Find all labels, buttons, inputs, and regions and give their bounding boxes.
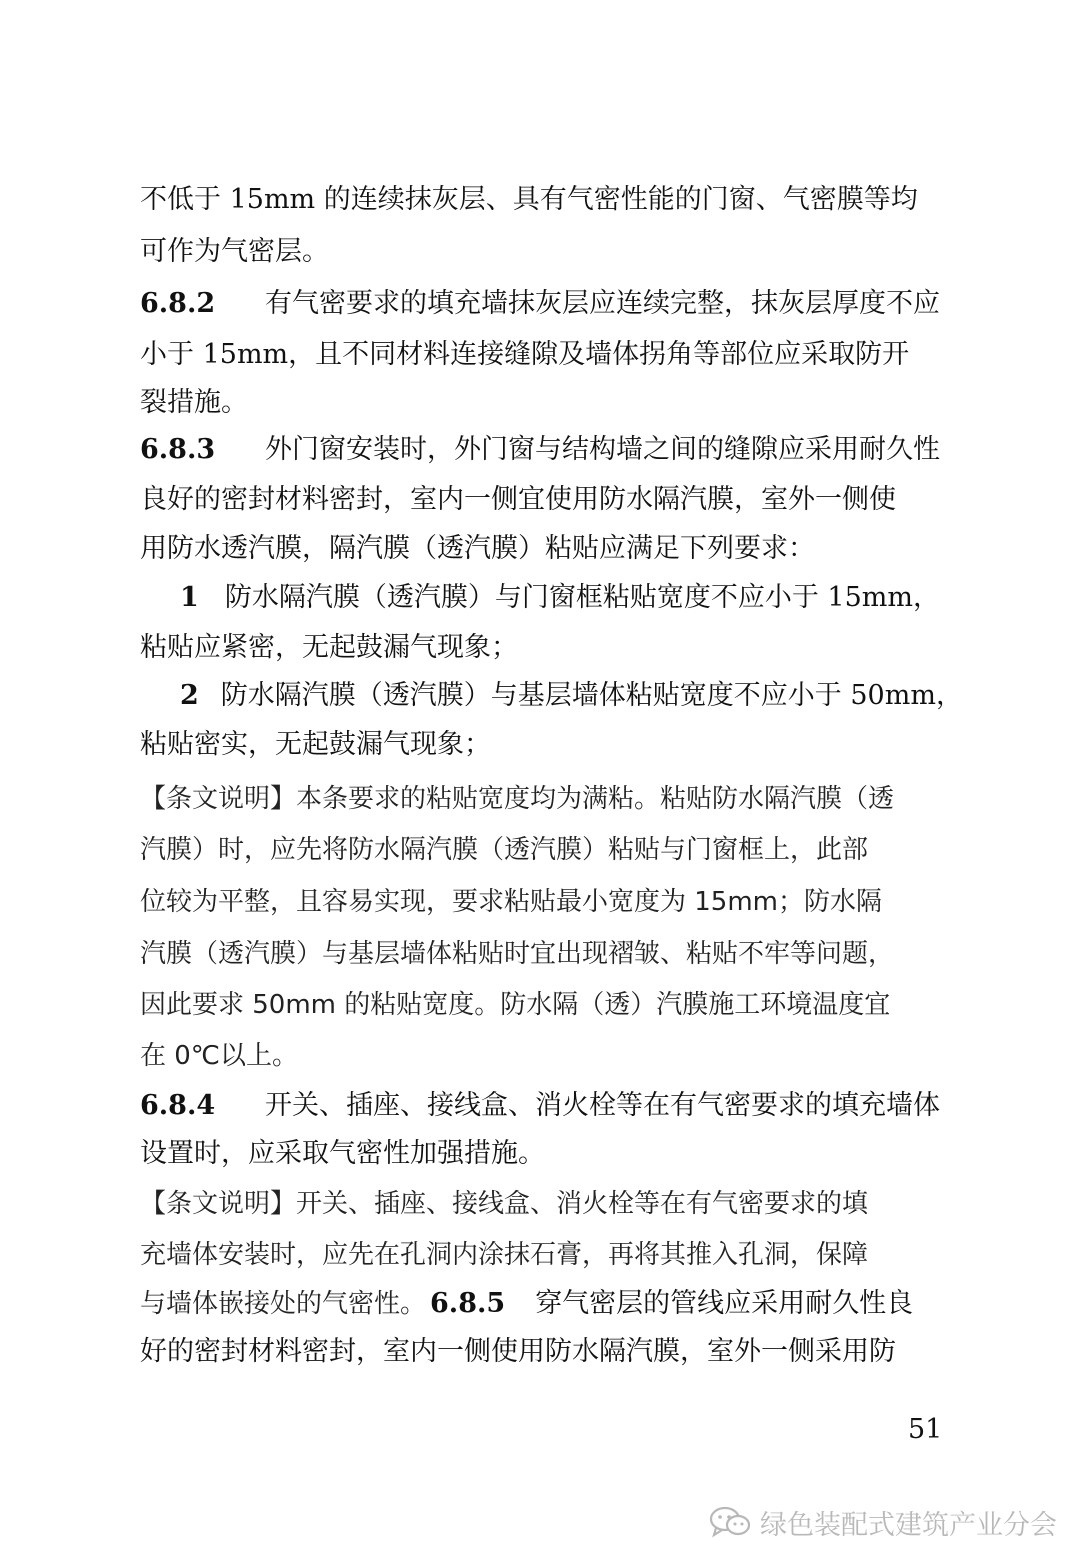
clause-number: 6.8.4 [140,1090,216,1121]
watermark [708,1502,1057,1542]
clause-number: 6.8.3 [140,434,216,465]
note-line: 【条文说明】开关、插座、接线盒、消火栓等在有气密要求的填 [140,1189,869,1219]
note-line-with-clause [140,1284,940,1324]
text-line: 可作为气密层。 [140,236,329,267]
note-line: 【条文说明】本条要求的粘贴宽度均为满粘。粘贴防水隔汽膜（透 [140,784,895,814]
text-line: 良好的密封材料密封，室内一侧宜使用防水隔汽膜，室外一侧使 [140,484,896,515]
text-line: 好的密封材料密封，室内一侧使用防水隔汽膜，室外一侧采用防 [140,1336,896,1367]
text-line: 设置时，应采取气密性加强措施。 [140,1138,545,1169]
note-line: 在 0℃以上。 [140,1041,299,1071]
text-line: 小于 15mm，且不同材料连接缝隙及墙体拐角等部位应采取防开 [140,339,910,370]
note-line: 充墙体安装时，应先在孔洞内涂抹石膏，再将其推入孔洞，保障 [140,1240,869,1270]
text-line: 不低于 15mm 的连续抹灰层、具有气密性能的门窗、气密膜等均 [140,184,918,215]
clause-text: 有气密要求的填充墙抹灰层应连续完整，抹灰层厚度不应 [265,288,940,319]
item-text: 防水隔汽膜（透汽膜）与门窗框粘贴宽度不应小于 15mm， [224,582,940,613]
clause-text: 外门窗安装时，外门窗与结构墙之间的缝隙应采用耐久性 [265,434,940,465]
item-number: 2 [180,680,199,711]
clause-6-8-2 [140,284,940,324]
note-line: 因此要求 50mm 的粘贴宽度。防水隔（透）汽膜施工环境温度宜 [140,990,891,1020]
note-text: 与墙体嵌接处的气密性。 [140,1289,427,1319]
clause-6-8-4 [140,1086,940,1126]
text-line: 粘贴应紧密，无起鼓漏气现象； [140,632,518,663]
chat-bubbles-icon [708,1505,752,1539]
text-line: 粘贴密实，无起鼓漏气现象； [140,729,491,760]
clause-text: 开关、插座、接线盒、消火栓等在有气密要求的填充墙体 [265,1090,940,1121]
text-line: 用防水透汽膜，隔汽膜（透汽膜）粘贴应满足下列要求： [140,533,815,564]
text-line: 裂措施。 [140,387,248,418]
page-number: 51 [908,1414,943,1445]
item-number: 1 [180,582,199,613]
note-line: 汽膜（透汽膜）与基层墙体粘贴时宜出现褶皱、粘贴不牢等问题， [140,939,895,969]
clause-number: 6.8.5 [430,1288,506,1319]
note-line: 位较为平整，且容易实现，要求粘贴最小宽度为 15mm；防水隔 [140,887,883,917]
list-item-2 [180,676,963,716]
clause-text: 穿气密层的管线应采用耐久性良 [535,1288,914,1319]
watermark-text: 绿色装配式建筑产业分会 [760,1509,1057,1541]
item-text: 防水隔汽膜（透汽膜）与基层墙体粘贴宽度不应小于 50mm， [220,680,963,711]
clause-number: 6.8.2 [140,288,216,319]
clause-6-8-3 [140,430,940,470]
list-item-1 [180,578,940,618]
note-line: 汽膜）时，应先将防水隔汽膜（透汽膜）粘贴与门窗框上，此部 [140,835,869,865]
